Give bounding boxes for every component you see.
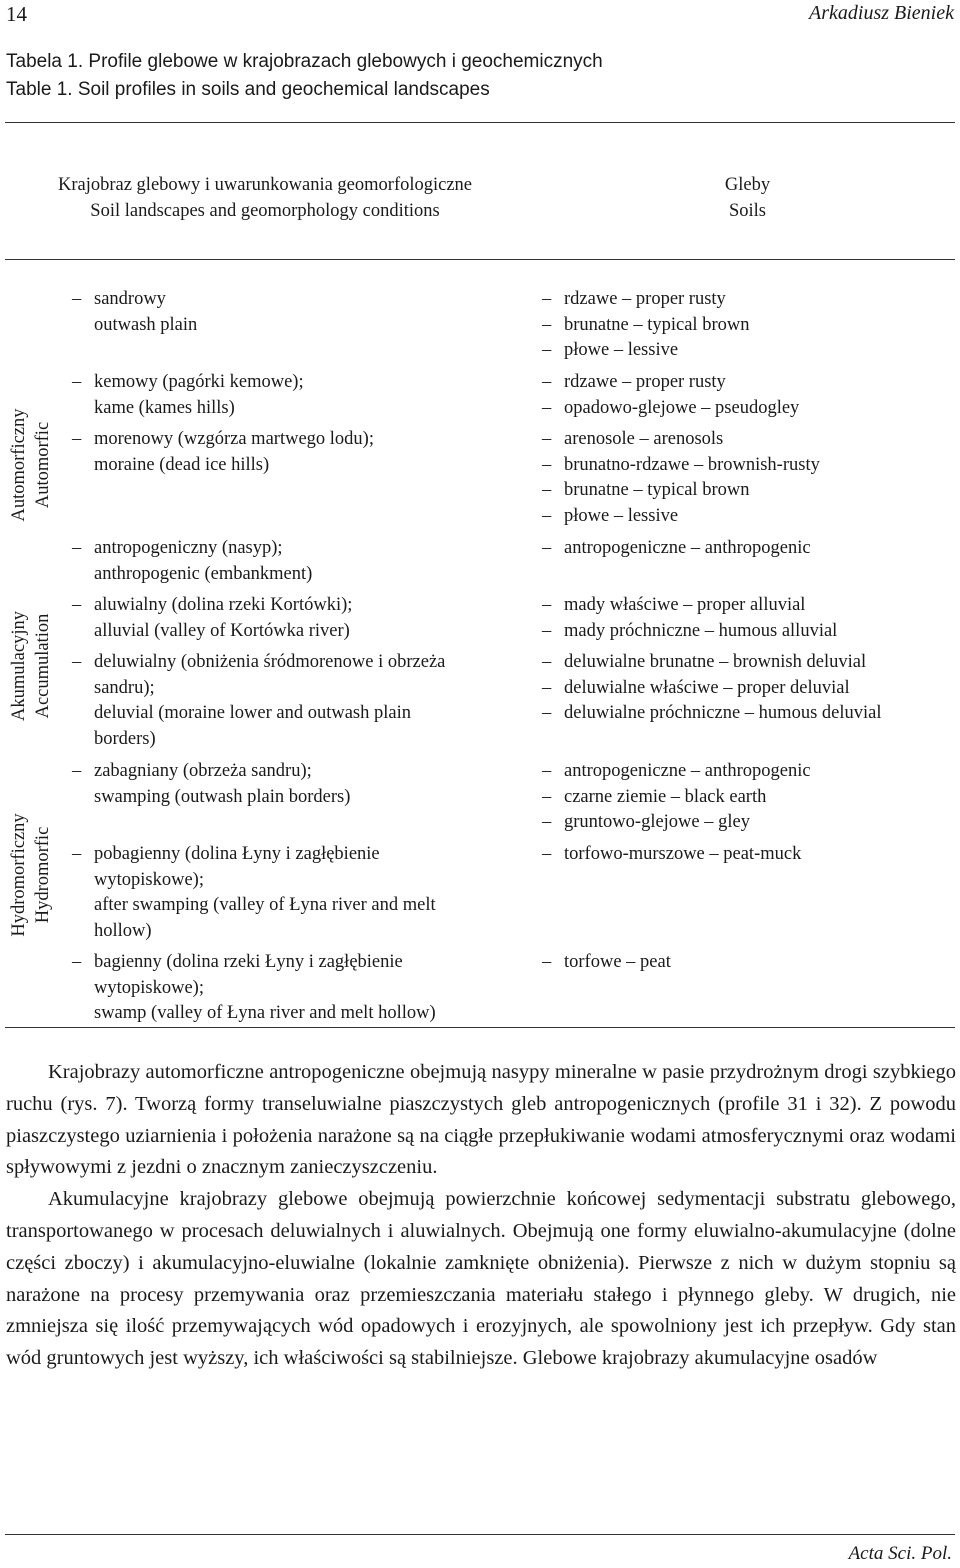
- landscape-text: anthropogenic (embankment): [94, 563, 313, 584]
- footer-journal-name: Acta Sci. Pol.: [848, 1543, 952, 1564]
- soil-item: – gruntowo-glejowe – gley: [542, 810, 811, 836]
- landscape-text: moraine (dead ice hills): [94, 454, 270, 475]
- group-label-hydromorphic-en: Hydromorfic: [33, 826, 53, 924]
- table-row-landscape: [72, 759, 350, 810]
- table-row-landscape: [72, 950, 436, 1027]
- table-row-soils: [542, 759, 811, 836]
- table-row-soils: [542, 842, 801, 868]
- group-label-automorphic: [7, 340, 55, 590]
- page-number: 14: [6, 2, 27, 26]
- landscape-text: – bagienny (dolina rzeki Łyny i zagłębienie: [94, 952, 403, 972]
- table-caption-pl: Tabela 1. Profile glebowe w krajobrazach glebowych i geochemicznych: [6, 51, 603, 72]
- table-row-soils: [542, 287, 749, 364]
- footer-rule: [5, 1534, 955, 1535]
- soil-item: – rdzawe – proper rusty: [542, 287, 749, 313]
- landscape-text: swamp (valley of Łyna river and melt hollow): [94, 1003, 436, 1024]
- table-row-soils: [542, 370, 799, 421]
- landscape-text: – sandrowy: [94, 289, 166, 309]
- group-label-accumulation-en: Accumulation: [33, 613, 53, 719]
- column-header-soils-pl: Gleby: [724, 175, 771, 195]
- group-label-hydromorphic-pl: Hydromorficzny: [9, 813, 29, 937]
- landscape-text: – deluwialny (obniżenia śródmorenowe i obrzeża: [94, 652, 446, 672]
- soil-item: – arenosole – arenosols: [542, 427, 820, 453]
- column-header-landscape: [5, 172, 525, 224]
- soil-item: – mady właściwe – proper alluvial: [542, 593, 837, 619]
- column-header-landscape-en: Soil landscapes and geomorphology conditions: [90, 201, 440, 221]
- soil-item: – deluwialne brunatne – brownish deluvial: [542, 650, 882, 676]
- column-header-soils-en: Soils: [728, 201, 767, 221]
- landscape-text: hollow): [94, 921, 152, 942]
- table-row-landscape: [72, 536, 312, 587]
- landscape-text: – aluwialny (dolina rzeki Kortówki);: [94, 595, 353, 615]
- soil-item: – brunatne – typical brown: [542, 478, 820, 504]
- soil-item: – płowe – lessive: [542, 504, 820, 530]
- running-header-author: Arkadiusz Bieniek: [809, 2, 954, 24]
- landscape-text: wytopiskowe);: [94, 977, 204, 998]
- landscape-text: swamping (outwash plain borders): [94, 786, 351, 807]
- table-row-soils: [542, 950, 671, 976]
- soil-item: – opadowo-glejowe – pseudogley: [542, 396, 799, 422]
- soil-item: – rdzawe – proper rusty: [542, 370, 799, 396]
- soil-item: – czarne ziemie – black earth: [542, 785, 811, 811]
- table-row-landscape: [72, 370, 304, 421]
- column-header-landscape-pl: Krajobraz glebowy i uwarunkowania geomorfologiczne: [57, 175, 473, 195]
- body-paragraph: Akumulacyjne krajobrazy glebowe obejmują powierzchnie końcowej sedymentacji substratu glebowego, transportowanego w procesach deluwialnych i aluwialnych. Obejmują one formy eluwialno-akumulacyjne (dolne części zboczy) i akumulacyjno-eluwialne (lokalnie zamknięte obniżenia). Pierwsze z nich w dużym stopniu są narażone na procesy przemywania oraz przemieszczania materiału stałego i płynnego gleby. W drugich, nie zmniejsza się ilość przemywających wód opadowych i erozyjnych, ale spowolniony jest ich przepływ. Gdy stan wód gruntowych jest wyższy, ich właściwości są stabilniejsze. Glebowe krajobrazy akumulacyjne osadów: [6, 1188, 956, 1370]
- table-row-landscape: [72, 427, 374, 478]
- soil-item: – antropogeniczne – anthropogenic: [542, 536, 811, 562]
- table-row-landscape: [72, 593, 352, 644]
- landscape-text: sandru);: [94, 677, 155, 698]
- body-paragraph: Krajobrazy automorficzne antropogeniczne obejmują nasypy mineralne w pasie przydrożnym drogi szybkiego ruchu (rys. 7). Tworzą formy transeluwialne piaszczystych gleb antropogenicznych (profile 31 i 32). Z powodu piaszczystego uziarnienia i położenia narażone są na ciągłe przepłukiwanie wodami atmosferycznymi oraz wodami spływowymi z jezdni o znacznym zanieczyszczeniu.: [6, 1061, 956, 1179]
- landscape-text: borders): [94, 729, 156, 750]
- landscape-text: after swamping (valley of Łyna river and melt: [94, 895, 436, 916]
- landscape-text: – pobagienny (dolina Łyny i zagłębienie: [94, 844, 380, 864]
- group-label-accumulation-pl: Akumulacyjny: [9, 611, 29, 721]
- landscape-text: – kemowy (pagórki kemowe);: [94, 372, 304, 392]
- table-row-soils: [542, 427, 820, 530]
- soil-item: – torfowo-murszowe – peat-muck: [542, 842, 801, 868]
- table-caption-en: Table 1. Soil profiles in soils and geochemical landscapes: [6, 79, 490, 100]
- soil-item: – deluwialne właściwe – proper deluvial: [542, 676, 882, 702]
- table-row-landscape: [72, 650, 445, 753]
- soil-item: – deluwialne próchniczne – humous deluvial: [542, 701, 882, 727]
- landscape-text: wytopiskowe);: [94, 869, 204, 890]
- soil-item: – brunatne – typical brown: [542, 313, 749, 339]
- table-row-landscape: [72, 287, 197, 338]
- soil-item: – płowe – lessive: [542, 338, 749, 364]
- landscape-text: outwash plain: [94, 314, 198, 335]
- table-row-landscape: [72, 842, 436, 945]
- table-row-soils: [542, 536, 811, 562]
- landscape-text: kame (kames hills): [94, 397, 235, 418]
- soil-item: – brunatno-rdzawe – brownish-rusty: [542, 453, 820, 479]
- landscape-text: – antropogeniczny (nasyp);: [94, 538, 283, 558]
- group-label-hydromorphic: [7, 780, 55, 970]
- column-header-soils: [700, 172, 795, 224]
- table-row-soils: [542, 650, 882, 727]
- group-label-accumulation: [7, 590, 55, 742]
- table-header-rule: [5, 259, 955, 260]
- landscape-text: – morenowy (wzgórza martwego lodu);: [94, 429, 374, 449]
- landscape-text: alluvial (valley of Kortówka river): [94, 620, 350, 641]
- body-text: [6, 1057, 956, 1375]
- group-label-automorphic-en: Automorfic: [33, 421, 53, 509]
- table-bottom-rule: [5, 1027, 955, 1028]
- soil-item: – antropogeniczne – anthropogenic: [542, 759, 811, 785]
- group-label-automorphic-pl: Automorficzny: [9, 408, 29, 522]
- landscape-text: – zabagniany (obrzeża sandru);: [94, 761, 312, 781]
- landscape-text: deluvial (moraine lower and outwash plain: [94, 703, 411, 724]
- soil-item: – torfowe – peat: [542, 950, 671, 976]
- soil-item: – mady próchniczne – humous alluvial: [542, 619, 837, 645]
- table-top-rule: [5, 122, 955, 123]
- table-row-soils: [542, 593, 837, 644]
